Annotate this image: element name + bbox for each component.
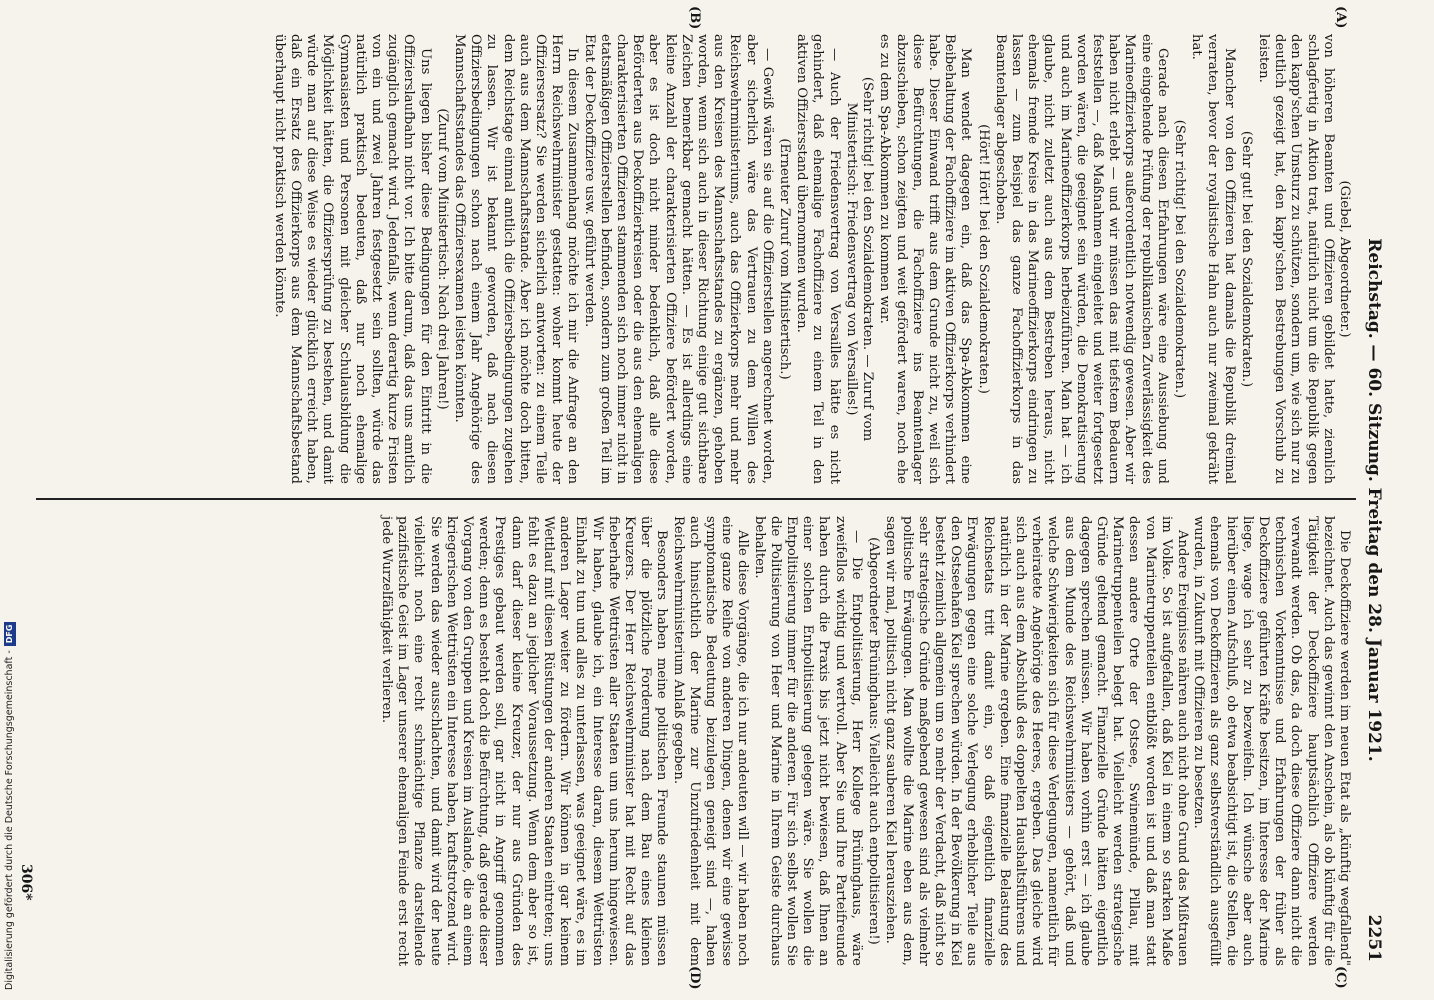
paragraph: — Gewiß wären sie auf die Offizierstellen angerechnet worden, aber sicherlich wäre das Vertrauen zu dem Willen des Reichswehrministeriums, auch das Offizierkorps mehr und mehr aus den Kreisen des Mannschaftsstandes zu ergänzen, gehoben worden, wenn sich auch in dieser Richtung einige gut sichtbare Zeichen bemerkbar gemacht hätten. — Es ist allerdings eine kleine Anzahl der charakterisierten Offiziere befördert worden, aber es ist doch nicht minder bedenklich, daß alle diese Beförderten aus Deckoffizierkreisen oder die aus den ehemaligen charakterisierten Offizieren stammenden sich noch immer nicht in etatsmäßigen Offizierstellen befinden, sondern zum großen Teil im Etat der Deckoffiziere usw. geführt werden. <box>581 34 775 484</box>
margin-marker-c: (C) <box>1333 966 1348 989</box>
paragraph: Alle diese Vorgänge, die ich nur andeuten will — wir haben noch eine ganze Reihe von anderen Dingen, denen wir eine gewisse symptomatische Bedeutung beizulegen geneigt sind —, haben auch hinsichtlich der Marine zur Unzufriedenheit mit dem Reichswehrministerium Anlaß gegeben. <box>670 516 751 966</box>
interjection: (Sehr richtig! bei den Sozialdemokraten. — Zuruf vom Ministertisch: Friedensvertrag von Versailles!) <box>843 76 876 442</box>
paragraph: Mancher von den Offizieren hat damals die Republik dreimal verraten, bevor der royalistische Hahn auch nur zweimal gekräht hat. <box>1189 34 1237 484</box>
interjection: (Abgeordneter Brüninghaus: Vielleicht auch entpolitisieren!) <box>866 537 882 945</box>
paragraph: — Auch der Friedensvertrag von Versailles hätte es nicht gehindert, daß ehemalige Fachoffiziere zu einem Teil in den aktiven Offiziersstand übernommen wurden. <box>794 34 842 484</box>
right-column <box>378 516 1352 966</box>
interjection: (Zuruf vom Ministertisch: Nach drei Jahren!) <box>434 108 450 410</box>
paragraph: Andere Ereignisse nähren auch nicht ohne Grund das Mißtrauen im Volke. So ist aufgefallen, daß Kiel in einem so starken Maße von Marinetruppenteilen entblößt worden ist und daß man statt dessen andere Orte der Ostsee, Swinemünde, Pillau, mit Marinetruppenteilen belegt hat. Vielleicht werden strategische Gründe geltend gemacht. Finanzielle Gründe hätten eigentlich dagegen sprechen müssen. Wir haben vorhin erst — ich glaube aus dem Munde des Reichswehrministers — gehört, daß und welche Schwierigkeiten sich für diese Verlegungen, namentlich für verheiratete Angehörige des Heeres, ergeben. Das gleiche wird sich auch aus dem Abschluß des doppelten Haushaltsführens und natürlich in der Marine ergeben. Eine finanzielle Belastung des Reichsetats tritt damit ein, so daß eigentlich finanzielle Erwägungen gegen eine solche Verlegung erheblicher Teile aus den Ostseehafen Kiel sprechen würden. In der Bevölkerung in Kiel besteht ziemlich allgemein um so mehr der Verdacht, daß nicht so sehr strategische Gründe maßgebend gewesen sind als vielmehr politische Erwägungen. Man wollte die Marine eben aus dem, sagen wir mal, politisch nicht ganz sauberen Kiel herausziehen. <box>883 516 1190 966</box>
left-column <box>271 34 1352 484</box>
paragraph: — Die Entpolitisierung, Herr Kollege Brüninghaus, wäre zweifellos wichtig und wertvoll. Aber Sie und Ihre Parteifreunde haben durch die Praxis bis jetzt nicht bewiesen, daß Ihnen an einer solchen Entpolitisierung gelegen wäre. Sie wollen die Entpolitisierung immer für die anderen. Für sich selbst wollen Sie die Politisierung von Heer und Marine in Ihrem Geiste durchaus behalten. <box>751 516 864 966</box>
margin-marker-b: (B) <box>687 6 702 30</box>
dfg-logo: DFG <box>4 622 16 647</box>
digitization-note-text: Digitalisierung gefördert durch die Deutsche Forschungsgemeinschaft - <box>4 650 15 990</box>
margin-marker-a: (A) <box>1333 6 1348 29</box>
paragraph: von höheren Beamten und Offizieren gebildet hatte, ziemlich schlagfertig in Aktion trat, natürlich nicht um die Republik gegen den kapp'schen Umsturz zu schützen, sondern um, wie sich nur zu deutlich gezeigt hat, den kapp'schen Bestrebungen Vorschub zu leisten. <box>1255 34 1336 484</box>
page-number: 2251 <box>1364 914 1384 962</box>
interjection: (Hört! Hört! bei den Sozialdemokraten.) <box>975 124 991 394</box>
paragraph: Man wendet dagegen ein, daß das Spa-Abkommen eine Beibehaltung der Fachoffiziere im aktiven Offizierkorps verhindert habe. Dieser Einwand trifft aus dem Grunde nicht zu, weil sich diese Befürchtungen, die Fachoffiziere ins Beamtenlager abzuschieben, schon zeigten und weit gefördert waren, noch ehe es zu dem Spa-Abkommen zu kommen war. <box>877 34 974 484</box>
paragraph: Die Deckoffiziere werden im neuen Etat als „künftig wegfallend" bezeichnet. Auch das gewinnt den Anschein, als ob künftig für die Tätigkeit der Deckoffiziere hauptsächlich Offiziere werden verwandt werden. Ob das, da doch diese Offiziere dann nicht die technischen Vorkenntnisse und Erfahrungen der früher als Deckoffiziere geführten Kräfte besitzen, im Interesse der Marine liege, wage ich sehr zu bezweifeln. Ich wünsche aber auch hierüber einen Aufschluß, ob etwa beabsichtigt ist, die Stellen, die ehemals von Deckoffizieren als ganz selbstverständlich ausgefüllt wurden, in Zukunft mit Offizieren zu besetzen. <box>1191 516 1352 966</box>
running-header <box>1356 24 1386 976</box>
interjection: (Sehr richtig! bei den Sozialdemokraten.) <box>1171 119 1187 399</box>
interjection: (Sehr gut! bei den Sozialdemokraten.) <box>1238 130 1254 388</box>
paragraph: Gerade nach diesen Erfahrungen wäre eine Aussiebung und eine eingehende Prüfung der republikanischen Zuverlässigkeit des Marineoffizierkorps außerordentlich notwendig gewesen. Aber wir haben nicht erlebt — und wir müssen das mit tiefstem Bedauern feststellen —, daß Maßnahmen eingeleitet und weiter fortgesetzt worden wären, die geeignet sein würden, die Demokratisierung und auch im Marineoffizierkorps herbeizuführen. Man hat — ich glaube, nicht zuletzt auch aus dem Bestreben heraus, nicht ehemals fremde Kreise in das Marineoffizierkorps eindringen zu lassen — zum Beispiel das ganze Fachoffizierkorps in das Beamtenlager abgeschoben. <box>992 34 1170 484</box>
footer-number: 306* <box>18 864 34 901</box>
speaker-line: (Giebel, Abgeordneter.) <box>1337 180 1352 338</box>
paragraph: Besonders haben meine politischen Freunde staunen müssen über die plötzliche Forderung nach dem Bau eines kleinen Kreuzers. Der Herr Reichswehrminister hat mit Recht auf das fieberhafte Wettrüsten aller Staaten um uns herum hingewiesen. Wir haben, glaube ich, ein Interesse daran, diesem Wettrüsten Einhalt zu tun und alles zu unterlassen, was geeignet wäre, es im anderen Lager weiter zu fördern. Wir können in gar keinem Wettlauf mit diesen Rüstungen der anderen Staaten eintreten; uns fehlt es dazu an jeglicher Voraussetzung. Wenn dem aber so ist, dann darf dieser kleine Kreuzer, der nur aus Gründen des Prestiges gebaut werden soll, gar nicht in Angriff genommen werden; denn es besteht doch die Befürchtung, daß gerade dieser Vorgang von den Gruppen und Kreisen im Auslande, die an einem kriegerischen Wettrüsten ein Interesse haben, kraftstrotzend wird. Sie werden das wieder ausschlachten, und damit wird der heute vielleicht noch eine recht schmächtige Pflanze darstellende pazifistische Geist im Lager unserer ehemaligen Feinde erst recht jede Wurzelfähigkeit verlieren. <box>379 516 670 966</box>
paragraph: In diesem Zusammenhang möchte ich mir die Anfrage an den Herrn Reichswehrminister gestatten: woher kommt heute der Offiziersersatz? Sie werden sicherlich antworten: zu einem Teile auch aus dem Mannschaftsstande. Aber ich möchte doch bitten, dem Reichstage einmal amtlich die Offiziersbedingungen zugehen zu lassen. Wir ist bekannt geworden, daß nach diesen Offiziersbedingungen schon nach einem Jahr Angehörige des Mannschaftsstandes das Offiziersexamen leisten könnten. <box>452 34 581 484</box>
running-title: Reichstag. — 60. Sitzung. Freitag den 28. Januar 1921. <box>1364 238 1384 762</box>
column-divider <box>36 498 1356 500</box>
margin-marker-d: (D) <box>687 966 702 990</box>
interjection: (Erneuter Zuruf vom Ministertisch.) <box>777 138 793 380</box>
paragraph: Uns liegen bisher diese Bedingungen für den Eintritt in die Offizierslaufbahn nicht vor. Ich bitte darum, daß das uns amtlich zugänglich gemacht wird. Jedenfalls, wenn derartig kurze Fristen von ein und zwei Jahren festgesetzt sein sollten, würde das natürlich praktisch bedeuten, daß nur noch ehemalige Gymnasiasten und Personen mit gleicher Schulausbildung die Möglichkeit hätten, die Offiziersprüfung zu bestehen, und damit würde man auf diese Weise es wieder glücklich erreicht haben, daß ein Ersatz des Offizierkorps aus dem Mannschaftsbestand überhaupt nicht praktisch werden könnte. <box>271 34 433 484</box>
